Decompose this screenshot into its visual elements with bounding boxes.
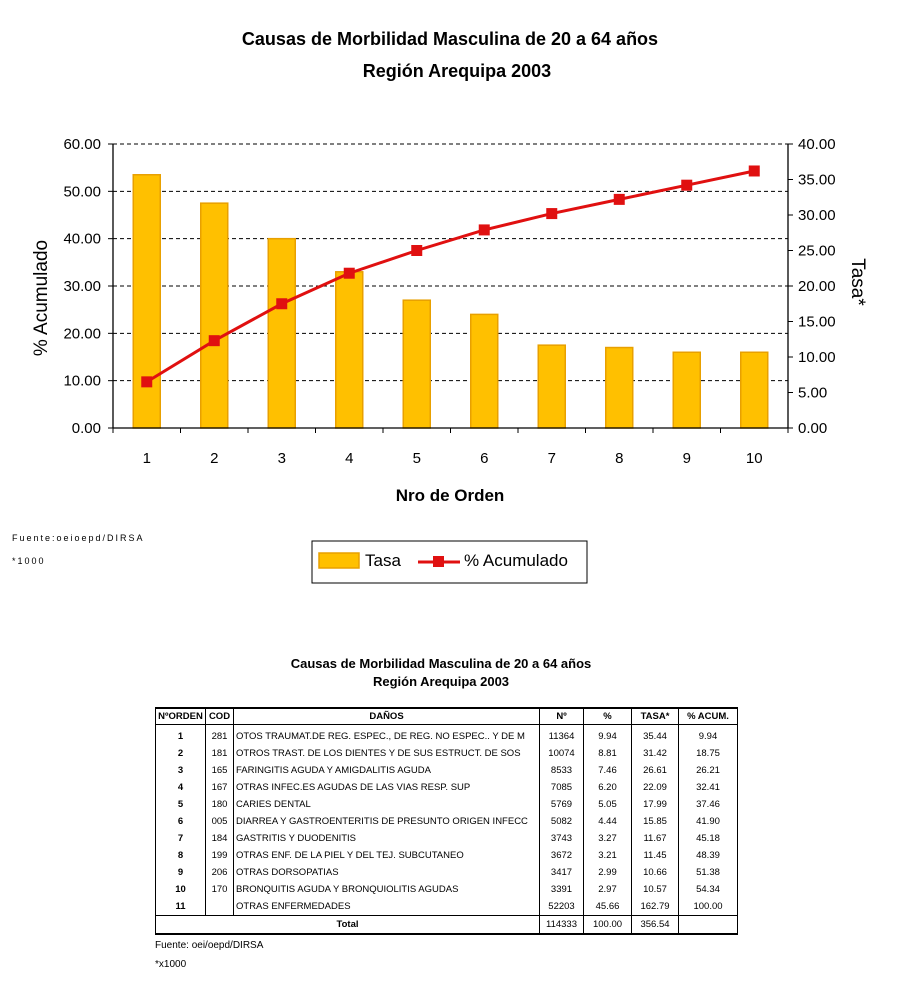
cell-acum: 51.38 xyxy=(679,864,738,881)
cell-danos: OTROS TRAST. DE LOS DIENTES Y DE SUS ESTRUCT. DE SOS xyxy=(234,745,540,762)
bar-10 xyxy=(741,352,768,428)
cell-n: 3743 xyxy=(540,830,584,847)
cell-n: 10074 xyxy=(540,745,584,762)
table-total-row xyxy=(156,916,738,935)
cell-cod: 281 xyxy=(206,725,234,746)
cumulative-point-6 xyxy=(479,224,490,235)
right-tick-label: 10.00 xyxy=(798,349,836,366)
right-tick-label: 20.00 xyxy=(798,278,836,295)
cell-tasa: 162.79 xyxy=(632,898,679,916)
cell-tasa: 15.85 xyxy=(632,813,679,830)
total-pct: 100.00 xyxy=(584,916,632,935)
right-axis-title: Tasa* xyxy=(847,258,868,306)
cell-acum: 18.75 xyxy=(679,745,738,762)
right-tick-label: 40.00 xyxy=(798,136,836,153)
cell-orden: 10 xyxy=(156,881,206,898)
bar-8 xyxy=(606,348,633,428)
cell-danos: OTRAS ENF. DE LA PIEL Y DEL TEJ. SUBCUTANEO xyxy=(234,847,540,864)
table-footnote-factor: *x1000 xyxy=(155,959,187,970)
header-n: Nº xyxy=(540,708,584,725)
cell-danos: DIARREA Y GASTROENTERITIS DE PRESUNTO ORIGEN INFECC xyxy=(234,813,540,830)
chart-title: Causas de Morbilidad Masculina de 20 a 64 años xyxy=(241,29,659,49)
bars xyxy=(133,175,768,428)
cell-orden: 2 xyxy=(156,745,206,762)
cell-n: 3672 xyxy=(540,847,584,864)
cell-n: 5769 xyxy=(540,796,584,813)
table-row xyxy=(156,779,738,796)
cell-pct: 4.44 xyxy=(584,813,632,830)
source-note: Fuente:oeioepd/DIRSA xyxy=(12,533,145,543)
header-acum: % ACUM. xyxy=(679,708,738,725)
cell-acum: 100.00 xyxy=(679,898,738,916)
table-row xyxy=(156,864,738,881)
header-danos: DAÑOS xyxy=(234,708,540,725)
cell-tasa: 11.67 xyxy=(632,830,679,847)
chart-subtitle: Región Arequipa 2003 xyxy=(362,61,552,81)
morbidity-table xyxy=(155,707,738,935)
cell-n: 3391 xyxy=(540,881,584,898)
cell-tasa: 10.66 xyxy=(632,864,679,881)
x-tick-label: 6 xyxy=(480,450,489,467)
header-orden: NºORDEN xyxy=(156,708,206,725)
cumulative-point-8 xyxy=(614,194,625,205)
table-row xyxy=(156,796,738,813)
bar-1 xyxy=(133,175,160,428)
cell-pct: 7.46 xyxy=(584,762,632,779)
table-row xyxy=(156,830,738,847)
cumulative-point-9 xyxy=(681,180,692,191)
cell-danos: FARINGITIS AGUDA Y AMIGDALITIS AGUDA xyxy=(234,762,540,779)
cell-cod: 167 xyxy=(206,779,234,796)
cell-cod: 005 xyxy=(206,813,234,830)
table-row xyxy=(156,847,738,864)
cell-pct: 3.21 xyxy=(584,847,632,864)
left-tick-label: 30.00 xyxy=(63,278,101,295)
right-tick-label: 30.00 xyxy=(798,207,836,224)
cell-pct: 9.94 xyxy=(584,725,632,746)
cell-acum: 37.46 xyxy=(679,796,738,813)
right-tick-label: 15.00 xyxy=(798,313,836,331)
table-row xyxy=(156,898,738,916)
cell-tasa: 22.09 xyxy=(632,779,679,796)
legend-label-tasa: Tasa xyxy=(365,551,401,570)
header-pct: % xyxy=(584,708,632,725)
cumulative-point-2 xyxy=(209,335,220,346)
bar-5 xyxy=(403,300,430,428)
left-axis-ticks xyxy=(63,136,113,437)
left-tick-label: 50.00 xyxy=(63,183,101,201)
cell-tasa: 11.45 xyxy=(632,847,679,864)
left-tick-label: 20.00 xyxy=(63,325,101,343)
right-tick-label: 35.00 xyxy=(798,171,836,189)
x-tick-label: 5 xyxy=(412,450,421,467)
cell-orden: 3 xyxy=(156,762,206,779)
header-cod: COD xyxy=(206,708,234,725)
x-tick-label: 4 xyxy=(345,450,354,467)
x-tick-label: 2 xyxy=(210,450,219,467)
cell-n: 8533 xyxy=(540,762,584,779)
right-tick-label: 25.00 xyxy=(798,242,836,260)
factor-note: *1000 xyxy=(12,556,46,566)
cell-acum: 26.21 xyxy=(679,762,738,779)
total-n: 114333 xyxy=(540,916,584,935)
cell-acum: 41.90 xyxy=(679,813,738,830)
cell-orden: 11 xyxy=(156,898,206,916)
legend xyxy=(312,541,587,583)
right-tick-label: 0.00 xyxy=(798,420,828,437)
table-header-row xyxy=(156,708,738,725)
cell-tasa: 31.42 xyxy=(632,745,679,762)
cell-pct: 3.27 xyxy=(584,830,632,847)
cell-acum: 9.94 xyxy=(679,725,738,746)
total-label: Total xyxy=(156,916,540,935)
cell-pct: 5.05 xyxy=(584,796,632,813)
cell-acum: 45.18 xyxy=(679,830,738,847)
table-title: Causas de Morbilidad Masculina de 20 a 64 años xyxy=(290,656,592,671)
data-table-section xyxy=(155,655,737,973)
cell-orden: 6 xyxy=(156,813,206,830)
cell-cod: 181 xyxy=(206,745,234,762)
cell-cod: 184 xyxy=(206,830,234,847)
legend-label-acumulado: % Acumulado xyxy=(464,551,568,570)
x-tick-label: 3 xyxy=(277,450,286,467)
cell-danos: GASTRITIS Y DUODENITIS xyxy=(234,830,540,847)
bar-6 xyxy=(471,314,498,428)
cell-pct: 2.97 xyxy=(584,881,632,898)
cell-cod: 206 xyxy=(206,864,234,881)
cumulative-point-10 xyxy=(749,165,760,176)
bar-9 xyxy=(673,352,700,428)
table-row xyxy=(156,745,738,762)
cell-tasa: 35.44 xyxy=(632,725,679,746)
header-tasa: TASA* xyxy=(632,708,679,725)
left-tick-label: 60.00 xyxy=(63,136,101,153)
cell-orden: 8 xyxy=(156,847,206,864)
cell-acum: 48.39 xyxy=(679,847,738,864)
cell-orden: 9 xyxy=(156,864,206,881)
x-tick-label: 8 xyxy=(615,450,624,467)
cell-tasa: 17.99 xyxy=(632,796,679,813)
total-acum xyxy=(679,916,738,935)
x-axis-ticks xyxy=(113,428,788,467)
cell-n: 5082 xyxy=(540,813,584,830)
cumulative-point-1 xyxy=(141,376,152,387)
x-axis-title: Nro de Orden xyxy=(395,486,505,505)
bar-3 xyxy=(268,239,295,428)
x-tick-label: 1 xyxy=(142,450,151,467)
cumulative-point-3 xyxy=(276,298,287,309)
cell-orden: 1 xyxy=(156,725,206,746)
table-row xyxy=(156,881,738,898)
cell-danos: OTOS TRAUMAT.DE REG. ESPEC., DE REG. NO ESPEC.. Y DE M xyxy=(234,725,540,746)
cumulative-line xyxy=(141,165,760,387)
cumulative-point-7 xyxy=(546,208,557,219)
cell-acum: 32.41 xyxy=(679,779,738,796)
left-tick-label: 40.00 xyxy=(63,230,101,248)
cell-pct: 2.99 xyxy=(584,864,632,881)
cell-danos: BRONQUITIS AGUDA Y BRONQUIOLITIS AGUDAS xyxy=(234,881,540,898)
cell-danos: OTRAS ENFERMEDADES xyxy=(234,898,540,916)
cumulative-point-4 xyxy=(344,268,355,279)
right-axis-ticks xyxy=(788,136,836,437)
left-axis-title: % Acumulado xyxy=(31,239,52,357)
left-tick-label: 10.00 xyxy=(63,372,101,390)
cell-cod: 199 xyxy=(206,847,234,864)
bar-4 xyxy=(336,272,363,428)
x-tick-label: 9 xyxy=(682,450,691,467)
left-tick-label: 0.00 xyxy=(71,420,101,437)
cell-orden: 5 xyxy=(156,796,206,813)
bar-2 xyxy=(201,203,228,428)
cell-pct: 45.66 xyxy=(584,898,632,916)
cell-danos: OTRAS DORSOPATIAS xyxy=(234,864,540,881)
cell-acum: 54.34 xyxy=(679,881,738,898)
cumulative-polyline xyxy=(147,171,755,382)
table-footnote-source: Fuente: oei/oepd/DIRSA xyxy=(155,940,264,951)
cell-danos: CARIES DENTAL xyxy=(234,796,540,813)
table-row xyxy=(156,813,738,830)
cell-cod: 170 xyxy=(206,881,234,898)
bar-7 xyxy=(538,345,565,428)
cell-n: 7085 xyxy=(540,779,584,796)
cell-n: 3417 xyxy=(540,864,584,881)
table-row xyxy=(156,762,738,779)
cell-pct: 8.81 xyxy=(584,745,632,762)
legend-bar-swatch xyxy=(319,553,359,568)
cell-cod: 165 xyxy=(206,762,234,779)
cell-orden: 4 xyxy=(156,779,206,796)
table-subtitle: Región Arequipa 2003 xyxy=(372,674,510,689)
cell-cod xyxy=(206,898,234,916)
right-tick-label: 5.00 xyxy=(798,384,828,402)
legend-line-marker xyxy=(433,556,444,567)
cell-danos: OTRAS INFEC.ES AGUDAS DE LAS VIAS RESP. SUP xyxy=(234,779,540,796)
cell-orden: 7 xyxy=(156,830,206,847)
table-row xyxy=(156,725,738,746)
x-tick-label: 10 xyxy=(745,450,763,467)
total-tasa: 356.54 xyxy=(632,916,679,935)
cell-cod: 180 xyxy=(206,796,234,813)
cell-n: 11364 xyxy=(540,725,584,746)
cell-tasa: 26.61 xyxy=(632,762,679,779)
cell-tasa: 10.57 xyxy=(632,881,679,898)
cumulative-point-5 xyxy=(411,245,422,256)
x-tick-label: 7 xyxy=(547,450,556,467)
cell-n: 52203 xyxy=(540,898,584,916)
cell-pct: 6.20 xyxy=(584,779,632,796)
